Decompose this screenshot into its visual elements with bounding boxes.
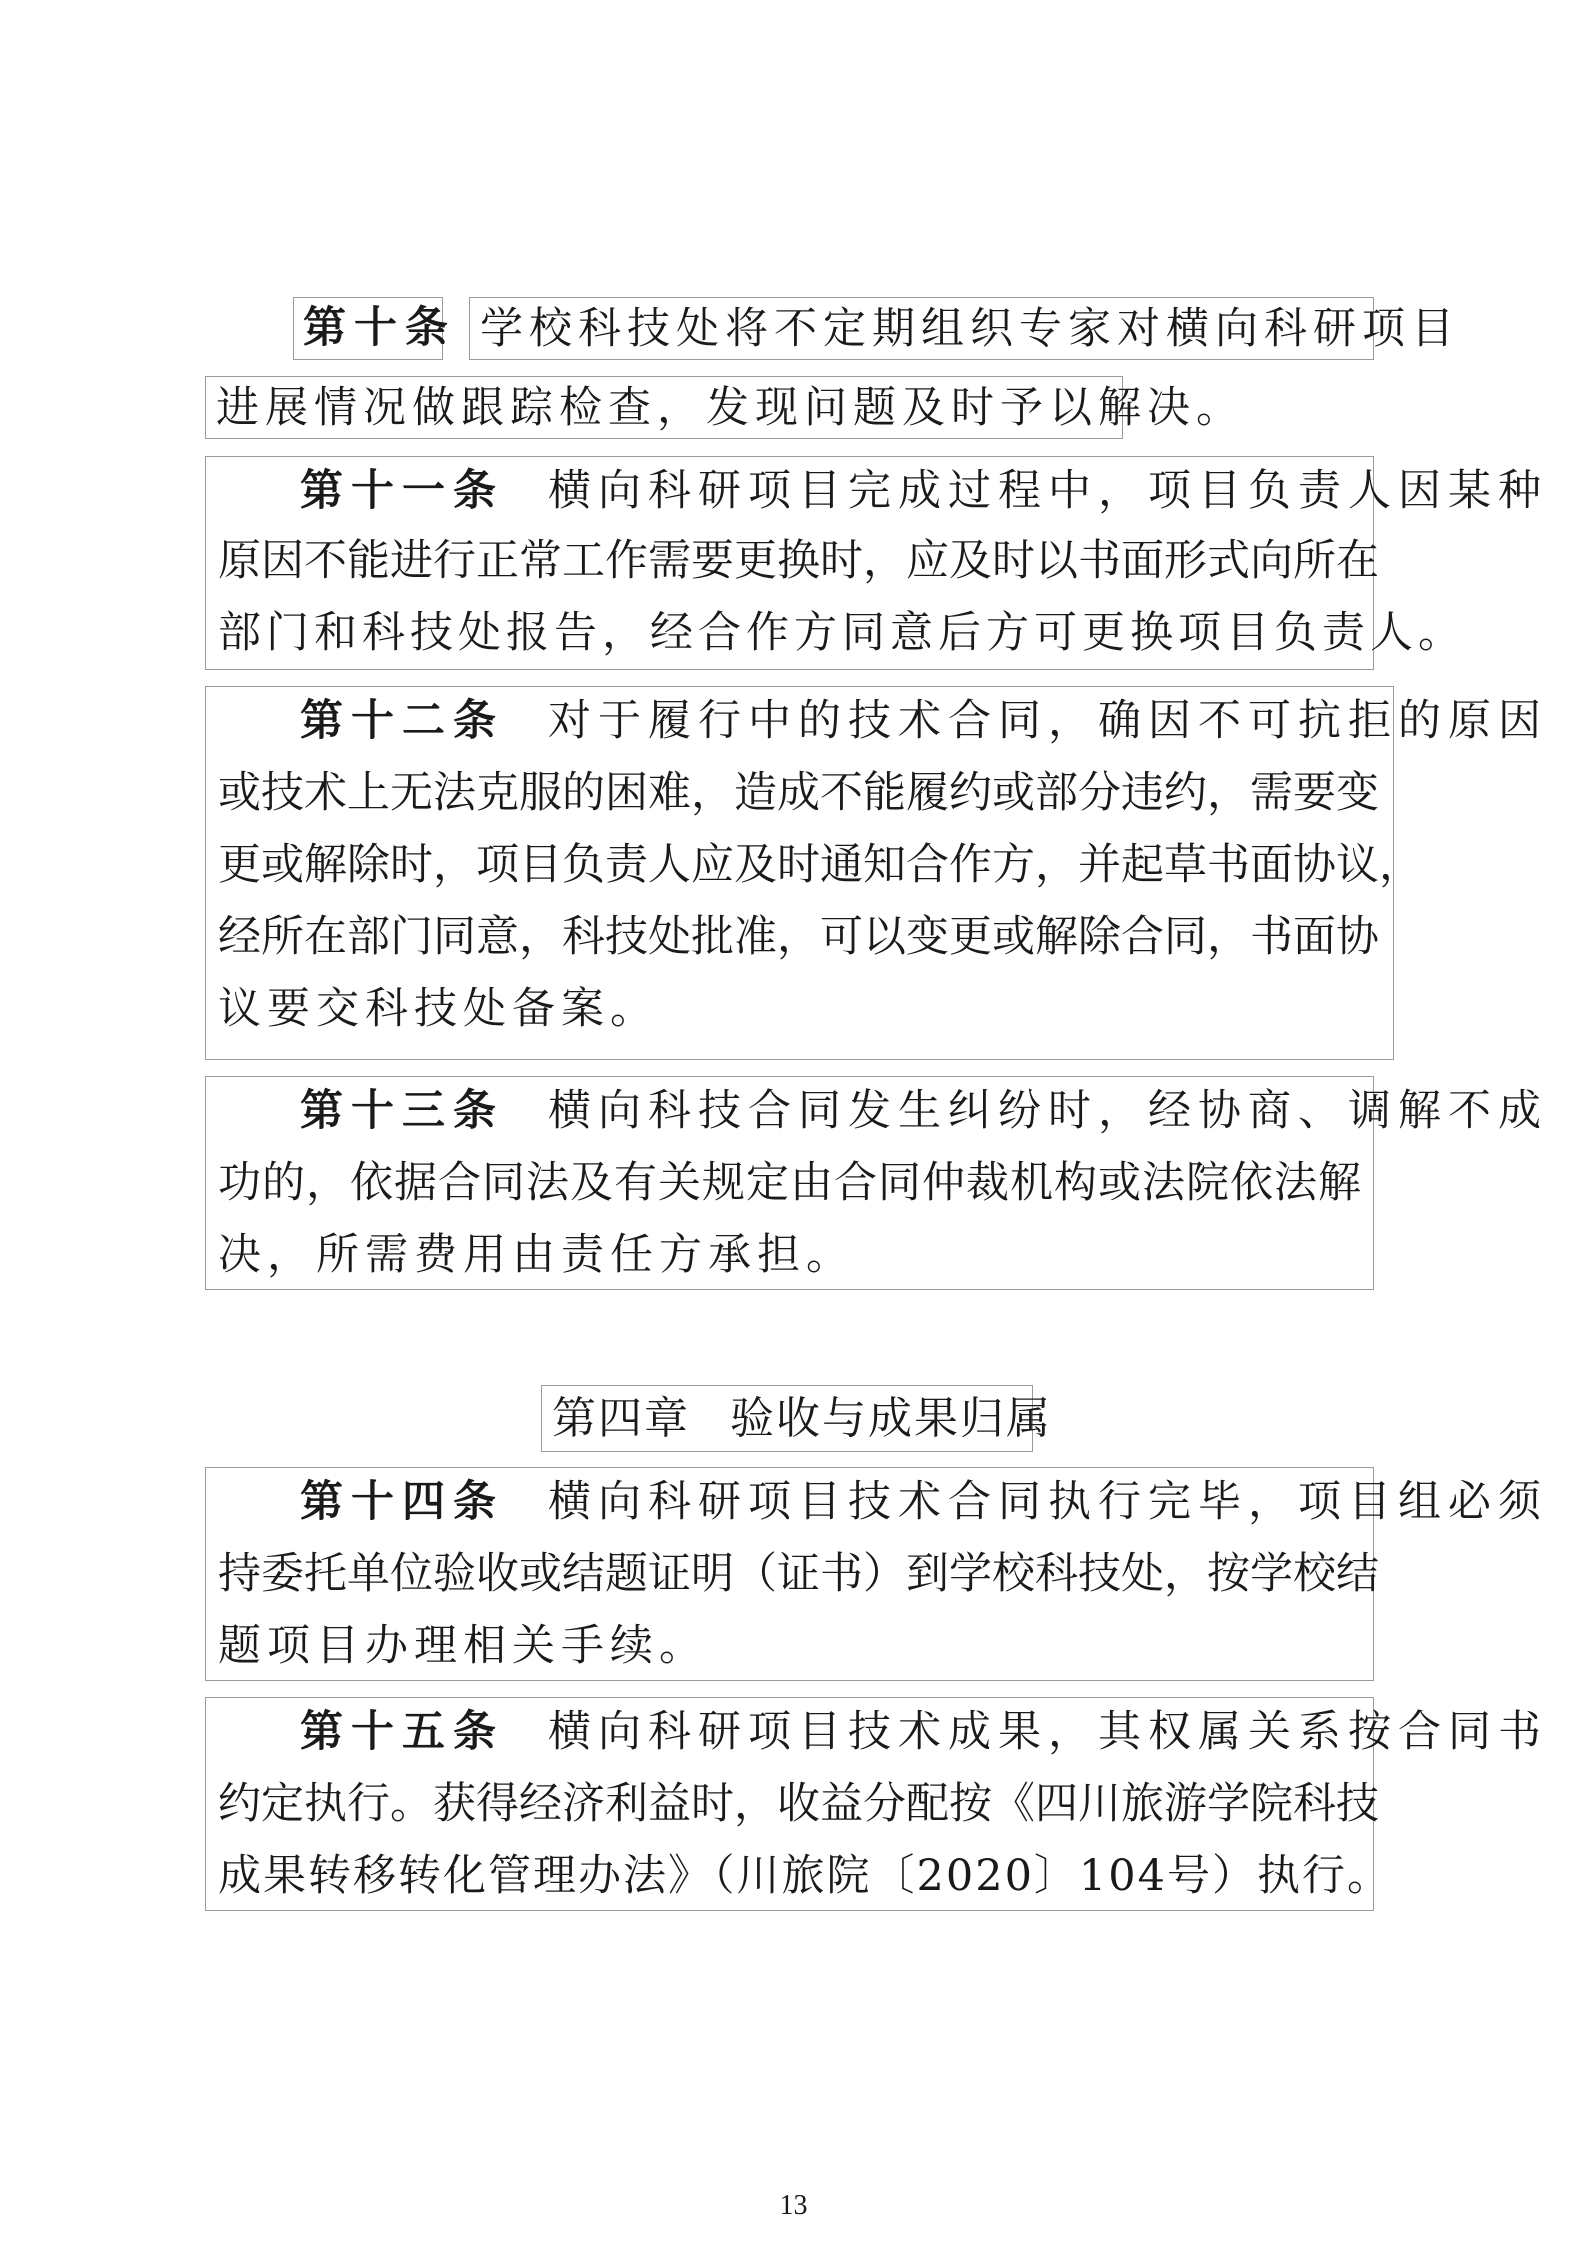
article-15-text-1: 横向科研项目技术成果，其权属关系按合同书 (548, 1707, 1548, 1757)
chapter-heading (552, 1391, 1052, 1447)
article-12-line-2: 或技术上无法克服的困难，造成不能履约或部分违约，需要变 (218, 768, 1379, 818)
article-13-title: 第十三条 (300, 1086, 504, 1136)
article-10-line1-box (469, 297, 1460, 360)
article-10-line-2: 进展情况做跟踪检查，发现问题及时予以解决。 (216, 383, 1245, 433)
article-11-text-1: 横向科研项目完成过程中，项目负责人因某种 (548, 466, 1548, 516)
article-10-line2-box (205, 376, 1245, 439)
article-10-title-box (293, 297, 456, 360)
article-15-line-2: 约定执行。获得经济利益时，收益分配按《四川旅游学院科技 (218, 1779, 1379, 1829)
chapter-title: 验收与成果归属 (730, 1393, 1052, 1444)
chapter-number: 第四章 (552, 1393, 690, 1444)
article-15-title: 第十五条 (300, 1707, 504, 1757)
article-14-box (205, 1467, 1548, 1681)
article-15-line-3: 成果转移转化管理办法》（川旅院〔2020〕104号）执行。 (218, 1851, 1393, 1901)
article-11-box (205, 456, 1548, 670)
article-11-title: 第十一条 (300, 466, 504, 516)
article-12-box (205, 686, 1548, 1060)
article-11-line-2: 原因不能进行正常工作需要更换时，应及时以书面形式向所在 (218, 536, 1379, 586)
article-13-line-3: 决，所需费用由责任方承担。 (218, 1230, 855, 1280)
article-10-line-1: 学校科技处将不定期组织专家对横向科研项目 (480, 304, 1460, 354)
article-14-title: 第十四条 (300, 1477, 504, 1527)
article-12-line-3: 更或解除时，项目负责人应及时通知合作方，并起草书面协议， (218, 840, 1422, 890)
article-14-line-1 (300, 1477, 1548, 1527)
article-12-line-1 (300, 696, 1548, 746)
article-11-line-1 (300, 466, 1548, 516)
article-15-line-1 (300, 1707, 1548, 1757)
article-14-line-2: 持委托单位验收或结题证明（证书）到学校科技处，按学校结 (218, 1549, 1379, 1599)
article-13-line-2: 功的，依据合同法及有关规定由合同仲裁机构或法院依法解 (218, 1158, 1361, 1208)
article-12-title: 第十二条 (300, 696, 504, 746)
article-13-text-1: 横向科技合同发生纠纷时，经协商、调解不成 (548, 1086, 1548, 1136)
article-10-title: 第十条 (303, 303, 456, 353)
article-11-line-3: 部门和科技处报告，经合作方同意后方可更换项目负责人。 (218, 608, 1466, 658)
article-14-text-1: 横向科研项目技术合同执行完毕，项目组必须 (548, 1477, 1548, 1527)
article-12-line-4: 经所在部门同意，科技处批准，可以变更或解除合同，书面协 (218, 912, 1379, 962)
article-13-box (205, 1076, 1548, 1290)
article-14-line-3: 题项目办理相关手续。 (218, 1621, 708, 1671)
article-15-box (205, 1697, 1548, 1911)
article-12-line-5: 议要交科技处备案。 (218, 984, 659, 1034)
chapter-heading-box (541, 1385, 1052, 1452)
article-13-line-1 (300, 1086, 1548, 1136)
page-number: 13 (779, 2190, 808, 2221)
article-12-text-1: 对于履行中的技术合同，确因不可抗拒的原因 (548, 696, 1548, 746)
